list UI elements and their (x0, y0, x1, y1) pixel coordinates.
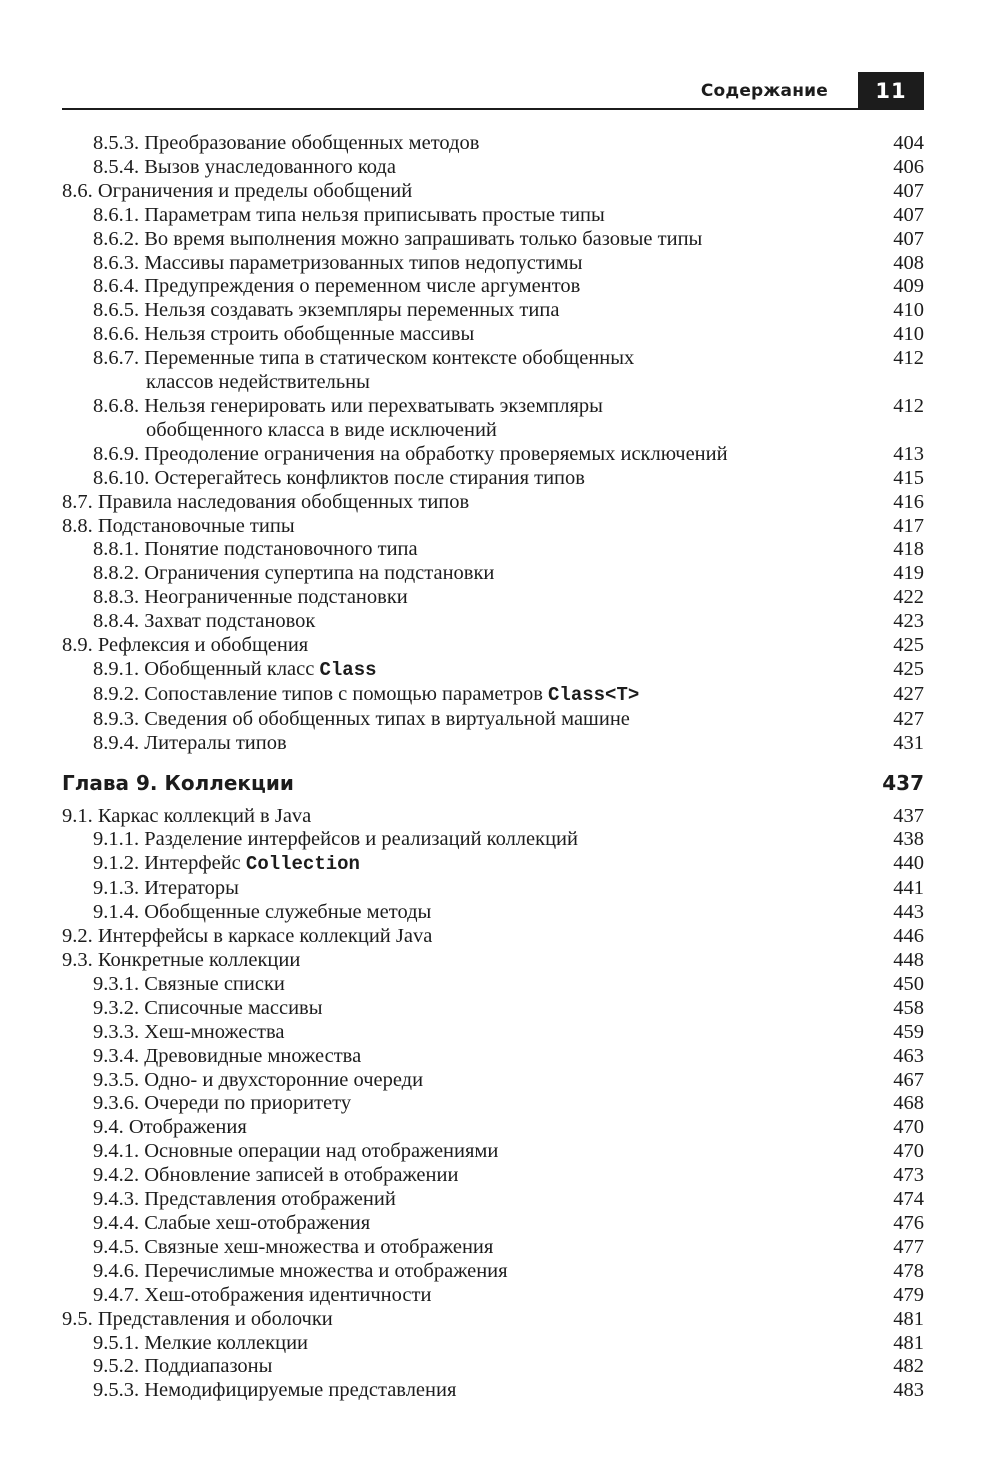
toc-entry-line (93, 658, 377, 683)
toc-page-number: 477 (893, 1235, 924, 1258)
toc-entry-label (62, 1164, 458, 1188)
toc-subsection[interactable] (62, 901, 924, 925)
toc-entry-label (62, 1236, 493, 1260)
toc-page-number: 427 (893, 682, 924, 705)
toc-subsection[interactable] (62, 828, 924, 852)
toc-page-number: 448 (893, 949, 924, 971)
toc-subsection[interactable] (62, 443, 924, 467)
toc-subsection[interactable] (62, 1069, 924, 1093)
toc-page-number: 440 (893, 852, 924, 875)
chapter-page-number: 437 (882, 770, 924, 795)
toc-subsection[interactable] (62, 708, 924, 732)
entry-text: 9.4.7. Хеш-отображения идентичности (93, 1283, 432, 1306)
entry-text: 8.8.4. Захват подстановок (93, 610, 316, 633)
toc-entry-label (62, 347, 634, 395)
toc-subsection[interactable] (62, 1140, 924, 1164)
entry-text: 8.8. Подстановочные типы (62, 514, 295, 537)
toc-entry-label (62, 1116, 247, 1140)
toc-entry-line (93, 683, 639, 708)
entry-text: 8.8.2. Ограничения супертипа на подстановки (93, 562, 495, 585)
entry-text: 8.9.1. Обобщенный класс (93, 657, 320, 680)
toc-page-number: 478 (893, 1259, 924, 1282)
toc-entry-label (62, 901, 431, 925)
toc-subsection[interactable] (62, 467, 924, 491)
toc-entry-label (62, 443, 728, 467)
toc-subsection[interactable] (62, 852, 924, 877)
toc-entry-line (93, 973, 285, 997)
toc-entry-label (62, 708, 630, 732)
toc-entry-label (62, 180, 412, 204)
toc-subsection[interactable] (62, 1379, 924, 1403)
toc-page-number: 412 (893, 394, 924, 417)
toc-entry-label (62, 586, 408, 610)
toc-page-number: 438 (893, 828, 924, 851)
toc-entry-line (62, 1308, 333, 1332)
toc-entry-label (62, 275, 580, 299)
toc-entry-label (62, 491, 469, 515)
toc-page-number: 446 (893, 925, 924, 948)
toc-entry-line (62, 515, 295, 539)
toc-entry-line (93, 1355, 272, 1379)
toc-subsection[interactable] (62, 1045, 924, 1069)
entry-text: 8.9.2. Сопоставление типов с помощью параметров (93, 682, 549, 705)
toc-entry-line (93, 1116, 247, 1140)
toc-entry-label (62, 610, 315, 634)
toc-entry-label (62, 1140, 498, 1164)
toc-page-number: 483 (893, 1379, 924, 1402)
entry-text: 8.8.3. Неограниченные подстановки (93, 586, 408, 609)
toc-page-number: 470 (893, 1116, 924, 1139)
toc-subsection[interactable] (62, 586, 924, 610)
toc-entry-label (62, 299, 559, 323)
entry-text: 8.5.3. Преобразование обобщенных методов (93, 132, 480, 154)
toc-entry-label (62, 467, 585, 491)
toc-entry-label (62, 1332, 308, 1356)
toc-entry-label (62, 1379, 456, 1403)
entry-text: 9.1.3. Итераторы (93, 877, 239, 900)
toc-entry-label (62, 828, 578, 852)
toc-page-number: 417 (893, 514, 924, 537)
toc-entry-line (93, 419, 603, 443)
toc-page-number: 470 (893, 1140, 924, 1163)
toc-page-number: 418 (893, 538, 924, 561)
toc-entry-label (62, 1069, 423, 1093)
toc-subsection[interactable] (62, 683, 924, 708)
entry-text: 9.3.2. Списочные массивы (93, 996, 323, 1019)
toc-entry-line (93, 443, 728, 467)
toc-page-number: 476 (893, 1211, 924, 1234)
toc-section[interactable] (62, 491, 924, 515)
page-number: 11 (875, 79, 907, 103)
toc-entry-label (62, 877, 239, 901)
toc-page-number: 425 (893, 657, 924, 680)
toc-page-number: 407 (893, 179, 924, 202)
toc-entry-line (62, 180, 412, 204)
chapter-title: Глава 9. Коллекции (62, 770, 294, 795)
toc-page-number: 474 (893, 1188, 924, 1211)
toc-subsection[interactable] (62, 973, 924, 997)
toc-section[interactable] (62, 634, 924, 658)
toc-subsection[interactable] (62, 204, 924, 228)
entry-text: классов недействительны (146, 371, 370, 394)
toc-section[interactable] (62, 925, 924, 949)
toc-entry-line (93, 586, 408, 610)
toc-entry-label (62, 515, 295, 539)
toc-entry-line (93, 228, 702, 252)
toc-entry-label (62, 204, 605, 228)
toc-entry-line (93, 156, 396, 180)
running-head (62, 72, 924, 110)
toc-subsection[interactable] (62, 156, 924, 180)
code-term: Class (319, 658, 377, 681)
toc-entry-label (62, 949, 300, 973)
entry-text: 9.1.2. Интерфейс (93, 852, 246, 875)
toc-subsection[interactable] (62, 1332, 924, 1356)
toc-entry-label (62, 925, 432, 949)
toc-entry-line (93, 562, 494, 586)
toc-entry-line (93, 901, 431, 925)
toc-subsection[interactable] (62, 299, 924, 323)
toc-entry-label (62, 228, 702, 252)
entry-text: 8.9. Рефлексия и обобщения (62, 634, 309, 657)
toc-entry-line (93, 323, 474, 347)
toc-page-number: 479 (893, 1283, 924, 1306)
entry-text: 9.3.3. Хеш-множества (93, 1020, 285, 1043)
entry-text: 9.4.6. Перечислимые множества и отображения (93, 1259, 508, 1282)
entry-text: 8.7. Правила наследования обобщенных типов (62, 490, 470, 513)
toc-entry-line (93, 299, 559, 323)
toc-entry-line (93, 1332, 308, 1356)
toc-page-number: 425 (893, 634, 924, 657)
toc-page-number: 410 (893, 299, 924, 322)
toc-entry-label (62, 252, 583, 276)
toc-section[interactable] (62, 515, 924, 539)
toc-entry-line (93, 1021, 285, 1045)
toc-page-number: 443 (893, 901, 924, 924)
toc-entry-label (62, 634, 308, 658)
entry-text: 9.4. Отображения (93, 1116, 247, 1139)
toc-page-number: 408 (893, 251, 924, 274)
toc-subsection[interactable] (62, 732, 924, 756)
toc-entry-line (93, 1236, 493, 1260)
toc-page-number: 468 (893, 1092, 924, 1115)
toc-entry-label (62, 1021, 285, 1045)
entry-text: 8.6.8. Нельзя генерировать или перехватывать экземпляры (93, 394, 603, 417)
toc-page-number: 481 (893, 1307, 924, 1330)
toc-page-number: 473 (893, 1164, 924, 1187)
entry-text: 9.5.1. Мелкие коллекции (93, 1331, 309, 1354)
toc-subsection[interactable] (62, 1021, 924, 1045)
toc-entry-line (93, 347, 634, 371)
entry-text: 9.4.5. Связные хеш-множества и отображения (93, 1235, 494, 1258)
toc-page-number: 423 (893, 610, 924, 633)
entry-text: 8.9.4. Литералы типов (93, 731, 287, 754)
toc-subsection[interactable] (62, 1188, 924, 1212)
toc-entry-line (93, 852, 360, 877)
toc-page-number: 482 (893, 1355, 924, 1378)
toc-entry-line (93, 467, 585, 491)
toc-page-number: 413 (893, 442, 924, 465)
toc-subsection[interactable] (62, 658, 924, 683)
entry-text: 9.4.4. Слабые хеш-отображения (93, 1211, 371, 1234)
toc-entry-label (62, 805, 311, 829)
toc-entry-line (93, 1092, 351, 1116)
toc-page-number: 410 (893, 323, 924, 346)
toc-entry-label (62, 973, 285, 997)
toc-entry-line (93, 1140, 498, 1164)
toc-subsection[interactable] (62, 275, 924, 299)
toc-entry-line (93, 371, 634, 395)
toc-subsection[interactable] (62, 1236, 924, 1260)
header-rule (62, 108, 862, 110)
toc-entry-label (62, 156, 396, 180)
entry-text: 9.3.5. Одно- и двухсторонние очереди (93, 1068, 424, 1091)
toc-section[interactable] (62, 805, 924, 829)
toc-page-number: 450 (893, 972, 924, 995)
toc-page-number: 431 (893, 731, 924, 754)
entry-text: 8.6.1. Параметрам типа нельзя приписывать простые типы (93, 203, 605, 226)
toc-subsection[interactable] (62, 538, 924, 562)
toc-entry-label (62, 852, 360, 877)
toc-subsection[interactable] (62, 1164, 924, 1188)
toc-entry-label (62, 658, 377, 683)
toc-page-number: 463 (893, 1044, 924, 1067)
entry-text: 8.6.4. Предупреждения о переменном числе аргументов (93, 275, 581, 298)
toc-page-number: 407 (893, 203, 924, 226)
toc-entry-line (62, 805, 311, 829)
toc-entry-line (93, 275, 580, 299)
toc-page-number: 415 (893, 466, 924, 489)
toc-entry-label (62, 132, 479, 156)
toc-entry-label (62, 1212, 370, 1236)
chapter-heading[interactable] (62, 770, 924, 796)
entry-text: 8.6.9. Преодоление ограничения на обработку проверяемых исключений (93, 442, 728, 465)
toc-entry-line (93, 1284, 431, 1308)
entry-text: 9.1.4. Обобщенные служебные методы (93, 901, 432, 924)
toc-entry-line (93, 1045, 361, 1069)
table-of-contents (62, 132, 924, 1403)
toc-entry-line (93, 1260, 508, 1284)
entry-text: 8.6.2. Во время выполнения можно запрашивать только базовые типы (93, 227, 703, 250)
toc-entry-line (93, 1069, 423, 1093)
toc-subsection[interactable] (62, 562, 924, 586)
entry-text: 9.5. Представления и оболочки (62, 1307, 333, 1330)
toc-entry-line (93, 997, 323, 1021)
toc-entry-line (93, 877, 239, 901)
entry-text: 9.3.4. Древовидные множества (93, 1044, 362, 1067)
toc-entry-line (93, 1379, 456, 1403)
entry-text: 9.3.6. Очереди по приоритету (93, 1092, 352, 1115)
toc-entry-line (93, 732, 287, 756)
toc-entry-label (62, 538, 418, 562)
toc-subsection[interactable] (62, 1355, 924, 1379)
toc-subsection[interactable] (62, 323, 924, 347)
toc-page-number: 406 (893, 155, 924, 178)
toc-entry-line (93, 610, 315, 634)
toc-page-number: 404 (893, 132, 924, 154)
code-term: Class<T> (548, 683, 640, 706)
entry-text: 8.6.6. Нельзя строить обобщенные массивы (93, 323, 475, 346)
toc-entry-label (62, 997, 323, 1021)
toc-entry-label (62, 1260, 508, 1284)
toc-subsection[interactable] (62, 1260, 924, 1284)
toc-entry-line (62, 925, 432, 949)
toc-entry-label (62, 323, 474, 347)
entry-text: 8.6.3. Массивы параметризованных типов недопустимы (93, 251, 583, 274)
toc-entry-line (62, 949, 300, 973)
entry-text: 8.6. Ограничения и пределы обобщений (62, 179, 413, 202)
toc-page-number: 419 (893, 562, 924, 585)
entry-text: 9.1.1. Разделение интерфейсов и реализаций коллекций (93, 828, 578, 851)
toc-entry-line (62, 491, 469, 515)
toc-page-number: 422 (893, 586, 924, 609)
entry-text: 9.3. Конкретные коллекции (62, 949, 301, 971)
entry-text: 8.9.3. Сведения об обобщенных типах в виртуальной машине (93, 707, 630, 730)
toc-subsection[interactable] (62, 1092, 924, 1116)
entry-text: 9.5.3. Немодифицируемые представления (93, 1379, 457, 1402)
toc-entry-label (62, 1188, 396, 1212)
toc-subsection[interactable] (62, 1284, 924, 1308)
toc-page-number: 467 (893, 1068, 924, 1091)
toc-subsection[interactable] (62, 997, 924, 1021)
toc-entry-line (93, 252, 583, 276)
toc-entry-line (93, 1188, 396, 1212)
toc-entry-line (93, 828, 578, 852)
toc-page-number: 481 (893, 1331, 924, 1354)
entry-text: 9.1. Каркас коллекций в Java (62, 804, 312, 827)
entry-text: 9.2. Интерфейсы в каркасе коллекций Java (62, 925, 433, 948)
toc-subsection[interactable] (62, 610, 924, 634)
entry-text: 8.6.10. Остерегайтесь конфликтов после стирания типов (93, 466, 585, 489)
toc-entry-line (93, 538, 418, 562)
toc-subsection[interactable] (62, 1116, 924, 1140)
entry-text: 8.5.4. Вызов унаследованного кода (93, 155, 396, 178)
toc-entry-label (62, 1092, 351, 1116)
toc-entry-label (62, 1284, 431, 1308)
toc-entry-line (93, 1164, 458, 1188)
toc-entry-line (62, 634, 308, 658)
running-head-title: Содержание (700, 81, 828, 101)
toc-section[interactable] (62, 949, 924, 973)
page-number-box (858, 72, 924, 110)
toc-entry-line (93, 204, 605, 228)
toc-entry-label (62, 1308, 333, 1332)
entry-text: 8.8.1. Понятие подстановочного типа (93, 538, 418, 561)
entry-text: 9.3.1. Связные списки (93, 972, 285, 995)
toc-entry-label (62, 1355, 272, 1379)
toc-entry-label (62, 732, 287, 756)
toc-entry-label (62, 683, 639, 708)
entry-text: 9.4.1. Основные операции над отображениями (93, 1140, 499, 1163)
toc-subsection[interactable] (62, 347, 924, 395)
toc-entry-line (93, 1212, 370, 1236)
toc-entry-label (62, 395, 603, 443)
toc-page-number: 458 (893, 996, 924, 1019)
toc-subsection[interactable] (62, 395, 924, 443)
entry-text: 9.4.2. Обновление записей в отображении (93, 1164, 459, 1187)
toc-entry-label (62, 1045, 361, 1069)
toc-entry-line (93, 395, 603, 419)
toc-section[interactable] (62, 1308, 924, 1332)
toc-page-number: 416 (893, 490, 924, 513)
entry-text: 8.6.7. Переменные типа в статическом контексте обобщенных (93, 347, 635, 370)
toc-entry-label (62, 562, 494, 586)
toc-subsection[interactable] (62, 1212, 924, 1236)
toc-page-number: 412 (893, 347, 924, 370)
entry-text: обобщенного класса в виде исключений (146, 418, 497, 441)
entry-text: 9.4.3. Представления отображений (93, 1188, 396, 1211)
toc-entry-line (93, 132, 479, 156)
toc-subsection[interactable] (62, 877, 924, 901)
toc-page-number: 427 (893, 707, 924, 730)
toc-subsection[interactable] (62, 132, 924, 156)
toc-subsection[interactable] (62, 228, 924, 252)
toc-page-number: 441 (893, 877, 924, 900)
toc-page-number: 459 (893, 1020, 924, 1043)
toc-entry-line (93, 708, 630, 732)
toc-subsection[interactable] (62, 252, 924, 276)
toc-section[interactable] (62, 180, 924, 204)
entry-text: 8.6.5. Нельзя создавать экземпляры переменных типа (93, 299, 560, 322)
entry-text: 9.5.2. Поддиапазоны (93, 1355, 273, 1378)
toc-page-number: 407 (893, 227, 924, 250)
toc-page-number: 437 (893, 804, 924, 827)
toc-page-number: 409 (893, 275, 924, 298)
code-term: Collection (245, 853, 360, 876)
